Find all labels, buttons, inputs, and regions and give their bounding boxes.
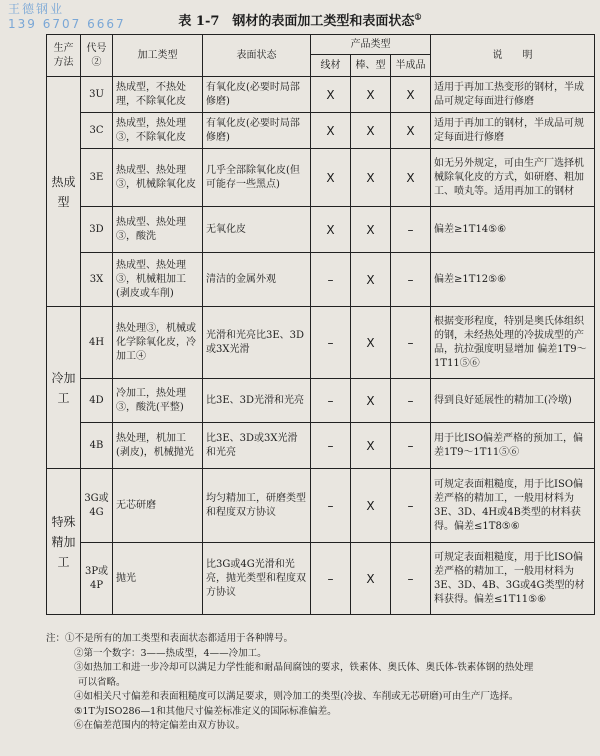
table-row <box>47 379 595 423</box>
description-cell: 用于比ISO偏差严格的预加工，偏差1T9～1T11⑤⑥ <box>431 423 595 469</box>
semi-cell: – <box>391 379 431 423</box>
description-cell: 偏差≥1T12⑤⑥ <box>431 253 595 307</box>
table-row <box>47 469 595 543</box>
table-title <box>0 10 600 29</box>
code-cell: 4H <box>81 307 113 379</box>
surface-finish-table <box>46 34 595 615</box>
wire-cell: – <box>311 469 351 543</box>
semi-cell: X <box>391 113 431 149</box>
bar-cell: X <box>351 149 391 207</box>
wire-cell: – <box>311 379 351 423</box>
table-row <box>47 207 595 253</box>
surface-cell: 清洁的金属外观 <box>203 253 311 307</box>
method-hot: 热成型 <box>47 77 81 307</box>
process-cell: 热成型、热处理③，机械除氧化皮 <box>113 149 203 207</box>
bar-cell: X <box>351 253 391 307</box>
note-3-continued: 可以省略。 <box>78 676 126 688</box>
bar-cell: X <box>351 207 391 253</box>
surface-cell: 无氧化皮 <box>203 207 311 253</box>
description-cell: 根据变形程度，特别是奥氏体组织的钢，未经热处理的冷拔成型的产品，抗拉强度明显增加 偏差1T9～1T11⑤⑥ <box>431 307 595 379</box>
header-code: 代号② <box>81 35 113 77</box>
surface-cell: 比3G或4G光滑和光亮，抛光类型和程度双方协议 <box>203 543 311 615</box>
process-cell: 热成型，不热处理，不除氧化皮 <box>113 77 203 113</box>
description-cell: 适用于再加工热变形的钢材，半成品可规定每面进行修磨 <box>431 77 595 113</box>
method-special: 特殊精加工 <box>47 469 81 615</box>
watermark-phone: 139 6707 6667 <box>8 17 126 31</box>
bar-cell: X <box>351 77 391 113</box>
wire-cell: X <box>311 77 351 113</box>
note-1: 注：①不是所有的加工类型和表面状态都适用于各种牌号。 <box>46 633 294 644</box>
header-bar: 棒、型 <box>351 55 391 77</box>
table-row <box>47 113 595 149</box>
table-row <box>47 423 595 469</box>
note-4: ④如相关尺寸偏差和表面粗糙度可以满足要求，则冷加工的类型(冷拔、车削或无芯研磨)可由生产厂选择。 <box>74 691 519 702</box>
code-cell: 4B <box>81 423 113 469</box>
surface-cell: 比3E、3D或3X光滑和光亮 <box>203 423 311 469</box>
process-cell: 无芯研磨 <box>113 469 203 543</box>
semi-cell: X <box>391 77 431 113</box>
wire-cell: – <box>311 253 351 307</box>
table-title-text: 表 1-7 钢材的表面加工类型和表面状态 <box>178 14 415 29</box>
code-cell: 3P或4P <box>81 543 113 615</box>
bar-cell: X <box>351 379 391 423</box>
header-semi: 半成品 <box>391 55 431 77</box>
bar-cell: X <box>351 307 391 379</box>
process-cell: 冷加工，热处理③，酸洗(平整) <box>113 379 203 423</box>
code-cell: 3U <box>81 77 113 113</box>
wire-cell: – <box>311 423 351 469</box>
code-cell: 4D <box>81 379 113 423</box>
table-title-note: ① <box>414 11 422 22</box>
code-cell: 3C <box>81 113 113 149</box>
process-cell: 热处理③，机械或化学除氧化皮，冷加工④ <box>113 307 203 379</box>
process-cell: 热成型、热处理③，机械粗加工(剥皮或车削) <box>113 253 203 307</box>
surface-cell: 几乎全部除氧化皮(但可能存一些黑点) <box>203 149 311 207</box>
table-row <box>47 253 595 307</box>
semi-cell: – <box>391 543 431 615</box>
semi-cell: – <box>391 207 431 253</box>
bar-cell: X <box>351 423 391 469</box>
bar-cell: X <box>351 469 391 543</box>
surface-cell: 有氧化皮(必要时局部修磨) <box>203 113 311 149</box>
wire-cell: X <box>311 113 351 149</box>
bar-cell: X <box>351 113 391 149</box>
wire-cell: X <box>311 207 351 253</box>
table-notes <box>46 632 594 734</box>
description-cell: 得到良好延展性的精加工(冷墩) <box>431 379 595 423</box>
process-cell: 热处理，机加工(剥皮)，机械抛光 <box>113 423 203 469</box>
description-cell: 适用于再加工的钢材，半成品可规定每面进行修磨 <box>431 113 595 149</box>
semi-cell: – <box>391 253 431 307</box>
surface-cell: 光滑和光亮比3E、3D或3X光滑 <box>203 307 311 379</box>
semi-cell: – <box>391 469 431 543</box>
surface-cell: 比3E、3D光滑和光亮 <box>203 379 311 423</box>
process-cell: 抛光 <box>113 543 203 615</box>
wire-cell: – <box>311 307 351 379</box>
header-description: 说 明 <box>431 35 595 77</box>
note-5: ⑤1T为ISO286—1和其他尺寸偏差标准定义的国际标准偏差。 <box>74 705 337 717</box>
semi-cell: – <box>391 307 431 379</box>
bar-cell: X <box>351 543 391 615</box>
table-row <box>47 149 595 207</box>
note-6: ⑥在偏差范围内的特定偏差由双方协议。 <box>74 720 246 731</box>
table-row <box>47 307 595 379</box>
code-cell: 3X <box>81 253 113 307</box>
semi-cell: X <box>391 149 431 207</box>
header-process: 加工类型 <box>113 35 203 77</box>
table-row <box>47 543 595 615</box>
header-wire: 线材 <box>311 55 351 77</box>
note-3: ③如热加工和进一步冷却可以满足力学性能和耐晶间腐蚀的要求，铁素体、奥氏体、奥氏体-铁素体钢的热处理 <box>74 662 534 673</box>
method-cold: 冷加工 <box>47 307 81 469</box>
code-cell: 3D <box>81 207 113 253</box>
header-surface: 表面状态 <box>203 35 311 77</box>
surface-cell: 均匀精加工，研磨类型和程度双方协议 <box>203 469 311 543</box>
wire-cell: – <box>311 543 351 615</box>
header-method: 生产方法 <box>47 35 81 77</box>
description-cell: 偏差≥1T14⑤⑥ <box>431 207 595 253</box>
process-cell: 热成型，热处理③，不除氧化皮 <box>113 113 203 149</box>
code-cell: 3E <box>81 149 113 207</box>
process-cell: 热成型、热处理③，酸洗 <box>113 207 203 253</box>
description-cell: 可规定表面粗糙度，用于比ISO偏差严格的精加工，一般用材料为3E、3D、4B、3G或4G类型的材料获得。偏差≤1T11⑤⑥ <box>431 543 595 615</box>
code-cell: 3G或4G <box>81 469 113 543</box>
note-2: ②第一个数字：3——热成型，4——冷加工。 <box>74 647 267 659</box>
watermark-name: 王德钢业 <box>8 2 65 16</box>
description-cell: 如无另外规定，可由生产厂选择机械除氧化皮的方式，如研磨、粗加工、喷丸等。适用再加工的钢材 <box>431 149 595 207</box>
header-product-type: 产品类型 <box>311 35 431 55</box>
description-cell: 可规定表面粗糙度，用于比ISO偏差严格的精加工，一般用材料为3E、3D、4H或4B类型的材料获得。偏差≤1T8⑤⑥ <box>431 469 595 543</box>
wire-cell: X <box>311 149 351 207</box>
semi-cell: – <box>391 423 431 469</box>
table-row <box>47 77 595 113</box>
surface-cell: 有氧化皮(必要时局部修磨) <box>203 77 311 113</box>
